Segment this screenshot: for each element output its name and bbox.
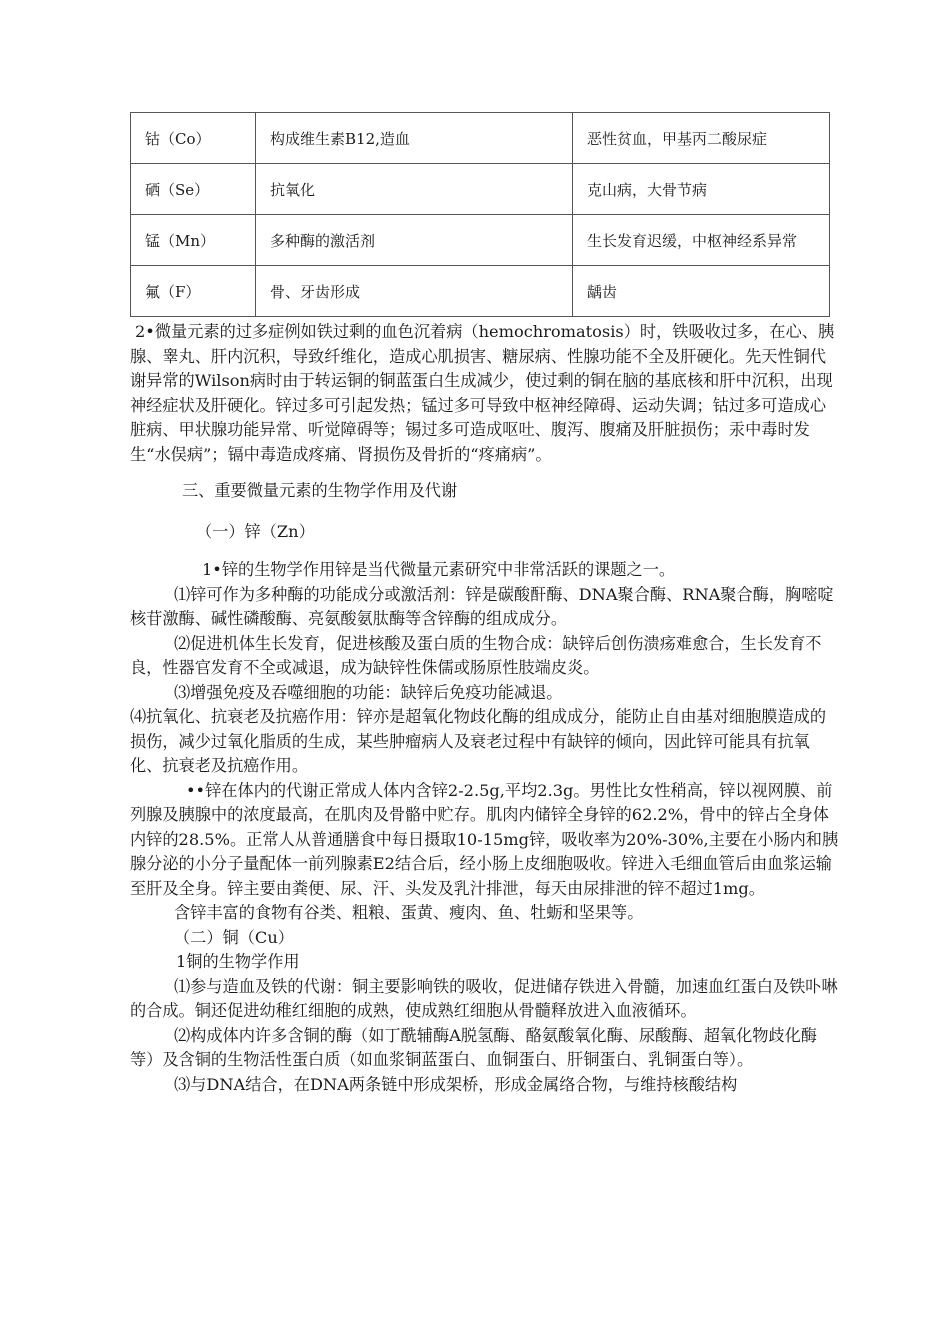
zinc-paragraph-2: ••锌在体内的代谢正常成人体内含锌2-2.5g,平均2.3g。男性比女性稍高，锌以视网膜、前列腺及胰腺中的浓度最高，在肌肉及骨骼中贮存。肌肉内储锌全身锌的62.2%，骨中的锌占全身体内锌的28.5%。正常人从普通膳食中每日摄取10-15mg锌，吸收率为20%-30%,主要在小肠内和胰腺分泌的小分子量配体一前列腺素E2结合后，经小肠上皮细胞吸收。锌进入毛细血管后由血浆运输至肝及全身。锌主要由粪便、尿、汗、头发及乳汁排泄，每天由尿排泄的锌不超过1mg。 bbox=[130, 780, 839, 898]
copper-paragraph-1: 1铜的生物学作用 bbox=[176, 952, 300, 971]
table-cell-element: 锰（Mn） bbox=[131, 215, 256, 266]
copper-heading: （二）铜（Cu） bbox=[174, 927, 294, 947]
zinc-paragraph-1-3: ⑶增强免疫及吞噬细胞的功能：缺锌后免疫功能减退。 bbox=[174, 682, 563, 702]
copper-paragraph-1-3: ⑶与DNA结合，在DNA两条链中形成架桥，形成金属络合物，与维持核酸结构 bbox=[174, 1074, 738, 1094]
paragraph-excess: 2•微量元素的过多症例如铁过剩的血色沉着病（hemochromatosis）时，铁吸收过多，在心、胰腺、睾丸、肝内沉积，导致纤维化，造成心肌损害、糖尿病、性腺功能不全及肝硬化。先天性铜代谢异常的Wilson病时由于转运铜的铜蓝蛋白生成减少，使过剩的铜在脑的基底核和肝中沉积，出现神经症状及肝硬化。锌过多可引起发热；锰过多可导致中枢神经障碍、运动失调；钴过多可造成心脏病、甲状腺功能异常、听觉障碍等；锡过多可造成呕吐、腹泻、腹痛及肝脏损伤；汞中毒时发生“水俣病”；镉中毒造成疼痛、肾损伤及骨折的“疼痛病”。 bbox=[130, 322, 835, 464]
table-cell-function: 多种酶的激活剂 bbox=[256, 215, 573, 266]
table-row bbox=[131, 266, 830, 317]
table-cell-element: 硒（Se） bbox=[131, 164, 256, 215]
zinc-paragraph-1-2: ⑵促进机体生长发育，促进核酸及蛋白质的生物合成：缺锌后创伤溃疡难愈合，生长发育不良，性器官发育不全或减退，成为缺锌性侏儒或肠原性肢端皮炎。 bbox=[130, 633, 822, 677]
table-cell-function: 骨、牙齿形成 bbox=[256, 266, 573, 317]
table-cell-function: 构成维生素B12,造血 bbox=[256, 113, 573, 164]
zinc-heading: （一）锌（Zn） bbox=[196, 521, 315, 541]
table-cell-deficiency: 龋齿 bbox=[573, 266, 830, 317]
zinc-food-paragraph: 含锌丰富的食物有谷类、粗粮、蛋黄、瘦肉、鱼、牡蛎和坚果等。 bbox=[174, 903, 644, 922]
table-row bbox=[131, 113, 830, 164]
table-cell-deficiency: 克山病，大骨节病 bbox=[573, 164, 830, 215]
zinc-paragraph-1-1: ⑴锌可作为多种酶的功能成分或激活剂：锌是碳酸酐酶、DNA聚合酶、RNA聚合酶，胸嘧啶核苷激酶、碱性磷酸酶、亮氨酸氨肽酶等含锌酶的组成成分。 bbox=[130, 584, 834, 628]
copper-paragraph-1-1: ⑴参与造血及铁的代谢：铜主要影响铁的吸收，促进储存铁进入骨髓，加速血红蛋白及铁卟啉的合成。铜还促进幼稚红细胞的成熟，使成熟红细胞从骨髓释放进入血液循环。 bbox=[130, 976, 838, 1020]
copper-paragraph-1-2: ⑵构成体内许多含铜的酶（如丁酰辅酶A脱氢酶、酪氨酸氧化酶、尿酸酶、超氧化物歧化酶等）及含铜的生物活性蛋白质（如血浆铜蓝蛋白、血铜蛋白、肝铜蛋白、乳铜蛋白等）。 bbox=[130, 1025, 817, 1069]
table-cell-deficiency: 生长发育迟缓，中枢神经系异常 bbox=[573, 215, 830, 266]
table-row bbox=[131, 215, 830, 266]
table-row bbox=[131, 164, 830, 215]
body-text bbox=[130, 320, 840, 1097]
table-cell-element: 钴（Co） bbox=[131, 113, 256, 164]
zinc-paragraph-1: 1•锌的生物学作用锌是当代微量元素研究中非常活跃的课题之一。 bbox=[202, 560, 676, 579]
table-cell-function: 抗氧化 bbox=[256, 164, 573, 215]
section-heading: 三、重要微量元素的生物学作用及代谢 bbox=[182, 481, 458, 500]
table-cell-deficiency: 恶性贫血，甲基丙二酸尿症 bbox=[573, 113, 830, 164]
trace-element-table bbox=[130, 112, 830, 317]
table-cell-element: 氟（F） bbox=[131, 266, 256, 317]
zinc-paragraph-1-4: ⑷抗氧化、抗衰老及抗癌作用：锌亦是超氧化物歧化酶的组成成分，能防止自由基对细胞膜造成的损伤，减少过氧化脂质的生成，某些肿瘤病人及衰老过程中有缺锌的倾向，因此锌可能具有抗氧化、抗衰老及抗癌作用。 bbox=[130, 707, 827, 775]
